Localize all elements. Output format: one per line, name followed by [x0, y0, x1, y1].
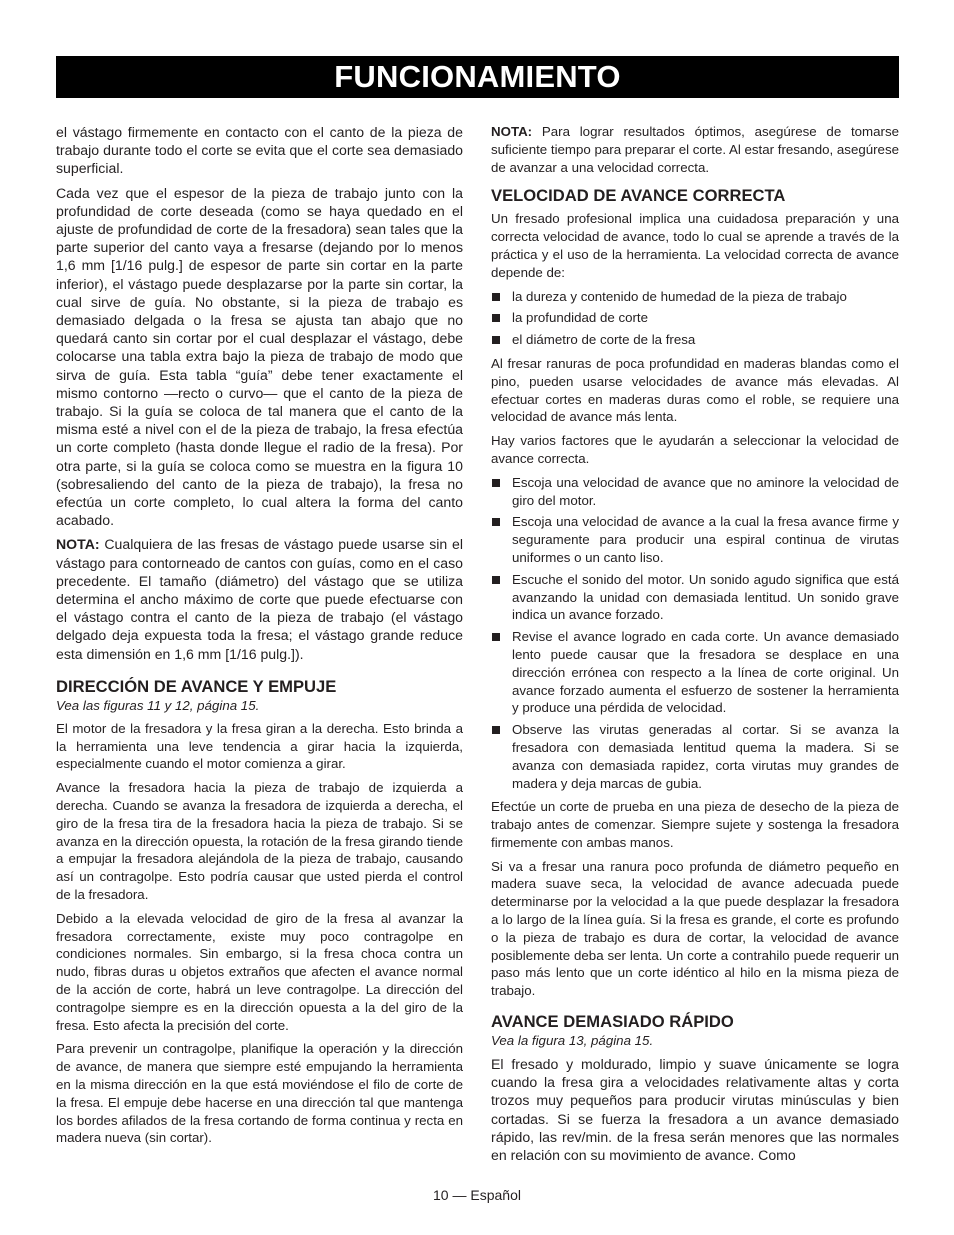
paragraph: Si va a fresar una ranura poco profunda de diámetro pequeño en madera suave seca, la velocidad de avance adecuada puede determinarse por la velocidad a la que puede desplazar la fresadora a lo largo de la línea guía. Si la fresa es grande, el corte es profundo o la pieza de trabajo es dura de cortar, la velocidad de avance posiblemente deba ser lenta. Un corte a contrahilo puede requerir un paso más lento que un corte idéntico al hilo en la misma pieza de trabajo.: [491, 858, 899, 999]
list-item-text: Escuche el sonido del motor. Un sonido agudo significa que está avanzando la unidad con demasiada lentitud. Un sonido grave indica un avance forzado.: [512, 571, 899, 623]
list-item-text: la profundidad de corte: [512, 310, 649, 326]
bullet-list: [491, 474, 899, 793]
square-bullet-icon: [492, 336, 500, 344]
bullet-list: [491, 288, 899, 349]
list-item-text: Escoja una velocidad de avance que no aminore la velocidad de giro del motor.: [512, 474, 899, 508]
note-text: Cualquiera de las fresas de vástago puede usarse sin el vástago para contorneado de cantos con guías, como en el caso precedente. El tamaño (diámetro) del vástago que se utiliza determina el ancho máximo de corte que puede efectuarse con el vástago contra el canto de la pieza de trabajo (el vástago delgado deja expuesta toda la fresa; el vástago grande reduce esta dimensión en 1,6 mm [1/16 pulg.]).: [56, 536, 463, 662]
left-column: [56, 123, 463, 1153]
list-item: [491, 721, 899, 792]
paragraph: el vástago firmemente en contacto con el canto de la pieza de trabajo durante todo el corte se evita que el corte sea demasiado superficial.: [56, 124, 463, 177]
paragraph: Avance la fresadora hacia la pieza de trabajo de izquierda a derecha. Cuando se avanza la fresadora de izquierda a derecha, el giro de la fresa tira de la fresadora hacia la pieza de trabajo. Si se avanza en la dirección opuesta, la rotación de la fresa girando tiende a empujar la fresadora alejándola de la pieza de trabajo, causando así un contragolpe. Esto podría causar que usted pierda el control de la fresadora.: [56, 780, 463, 903]
square-bullet-icon: [492, 293, 500, 301]
figure-reference: Vea las figuras 11 y 12, página 15.: [56, 697, 260, 713]
figure-reference: Vea la figura 13, página 15.: [491, 1033, 654, 1049]
square-bullet-icon: [492, 479, 500, 487]
list-item: [491, 309, 899, 327]
square-bullet-icon: [492, 518, 500, 526]
list-item-text: Observe las virutas generadas al cortar. Si se avanza la fresadora con demasiada lentitud quema la madera. Si se avanza con demasiada rapidez, corta virutas muy grandes de madera y deja marcas de gubia.: [512, 722, 899, 791]
list-item: [491, 288, 899, 306]
paragraph: Un fresado profesional implica una cuidadosa preparación y una correcta velocidad de avance, todo lo cual se aprende a través de la práctica y el uso de la herramienta. La velocidad correcta de avance depende de:: [491, 211, 899, 280]
note-paragraph: [491, 123, 899, 176]
list-item: [491, 474, 899, 510]
section-heading-rapido: AVANCE DEMASIADO RÁPIDO: [491, 1012, 734, 1032]
page-title: FUNCIONAMIENTO: [56, 56, 899, 98]
paragraph: El motor de la fresadora y la fresa giran a la derecha. Esto brinda a la herramienta una leve tendencia a girar hacia la izquierda, especialmente cuando el motor comienza a girar.: [56, 720, 463, 772]
note-paragraph: [56, 535, 463, 662]
paragraph: Hay varios factores que le ayudarán a seleccionar la velocidad de avance correcta.: [491, 433, 899, 466]
list-item: [491, 513, 899, 566]
square-bullet-icon: [492, 633, 500, 641]
paragraph: El fresado y moldurado, limpio y suave únicamente se logra cuando la fresa gira a velocidades relativamente altas y corta trozos muy pequeños para producir virutas minúsculas y bien cortadas. Si se fuerza la fresadora a un avance demasiado rápido, las rev/min. de la fresa serán menores que las normales en relación con su movimiento de avance. Como: [491, 1056, 899, 1164]
paragraph: Al fresar ranuras de poca profundidad en maderas blandas como el pino, pueden usarse velocidades de avance más elevadas. Al efectuar cortes en maderas duras como el roble, se requiere una velocidad de avance más lenta.: [491, 355, 899, 425]
section-heading-direccion: DIRECCIÓN DE AVANCE Y EMPUJE: [56, 676, 337, 696]
right-column: [491, 123, 899, 1170]
list-item-text: Escoja una velocidad de avance a la cual la fresa avance firme y seguramente para producir una espiral continua de virutas uniformes o un canto liso.: [512, 514, 899, 565]
list-item: [491, 571, 899, 624]
paragraph: Para prevenir un contragolpe, planifique la operación y la dirección de avance, de manera que siempre esté empujando la herramienta en la misma dirección en la que está moviéndose el filo de corte de la fresa. El empuje debe hacerse en una dirección tal que mantenga los bordes afilados de la fresa cortando de forma continua y recta en madera nueva (sin cortar).: [56, 1041, 463, 1146]
note-label: NOTA:: [56, 536, 100, 553]
list-item-text: la dureza y contenido de humedad de la pieza de trabajo: [512, 288, 847, 304]
list-item: [491, 628, 899, 717]
paragraph: Cada vez que el espesor de la pieza de trabajo junto con la profundidad de corte deseada (como se haya quedado en el ajuste de profundidad de corte de la fresadora) sean tales que la parte superior del canto vaya a fresarse (dejando por lo menos 1,6 mm [1/16 pulg.] de espesor de parte sin cortar en la parte inferior), el vástago puede desplazarse por la parte sin cortar, la cual sirve de guía. No obstante, si la pieza de trabajo es demasiado delgada o la fresa se ajusta tan abajo que no quedará canto sin cortar por el cual desplazar el vástago, debe colocarse una tabla extra bajo la pieza de trabajo de modo que sirva de guía. Esta tabla “guía” debe tener exactamente el mismo contorno —recto o curvo— que el canto de la pieza de trabajo. Si la guía se coloca de tal manera que el canto de la misma esté a nivel con el de la pieza de trabajo, la fresa efectúa un corte completo (hasta donde llegue el radio de la fresa). Por otra parte, si la guía se coloca como se muestra en la figura 10 (sobresaliendo del canto de la pieza de trabajo), la fresa no efectúa un corte completo, lo cual altera la forma del canto acabado.: [56, 184, 463, 529]
note-text: Para lograr resultados óptimos, asegúrese de tomarse suficiente tiempo para preparar el corte. Al estar fresando, asegúrese de avanzar a una velocidad correcta.: [491, 124, 899, 175]
paragraph: Efectúe un corte de prueba en una pieza de desecho de la pieza de trabajo antes de comenzar. Siempre sujete y sostenga la fresadora firmemente con ambas manos.: [491, 799, 899, 850]
list-item-text: el diámetro de corte de la fresa: [512, 332, 696, 348]
note-label: NOTA:: [491, 124, 533, 139]
section-heading-velocidad: VELOCIDAD DE AVANCE CORRECTA: [491, 186, 786, 206]
page-footer: 10 — Español: [433, 1187, 521, 1203]
square-bullet-icon: [492, 314, 500, 322]
square-bullet-icon: [492, 726, 500, 734]
list-item-text: Revise el avance logrado en cada corte. Un avance demasiado lento puede causar que la fresadora se desplace en una dirección errónea con respecto a la línea de corte original. Un avance forzado aumenta el esfuerzo de sostener la herramienta y produce una pérdida de velocidad.: [512, 629, 899, 716]
paragraph: Debido a la elevada velocidad de giro de la fresa al avanzar la fresadora correctamente, existe muy poco contragolpe en condiciones normales. Sin embargo, si la fresa choca contra un nudo, fibras duras u objetos extraños que afecten el avance normal de la acción de corte, habrá un leve contragolpe. La dirección del contragolpe siempre es en la dirección opuesta a la del giro de la fresa. Esto afecta la precisión del corte.: [56, 910, 463, 1033]
list-item: [491, 331, 899, 349]
square-bullet-icon: [492, 576, 500, 584]
